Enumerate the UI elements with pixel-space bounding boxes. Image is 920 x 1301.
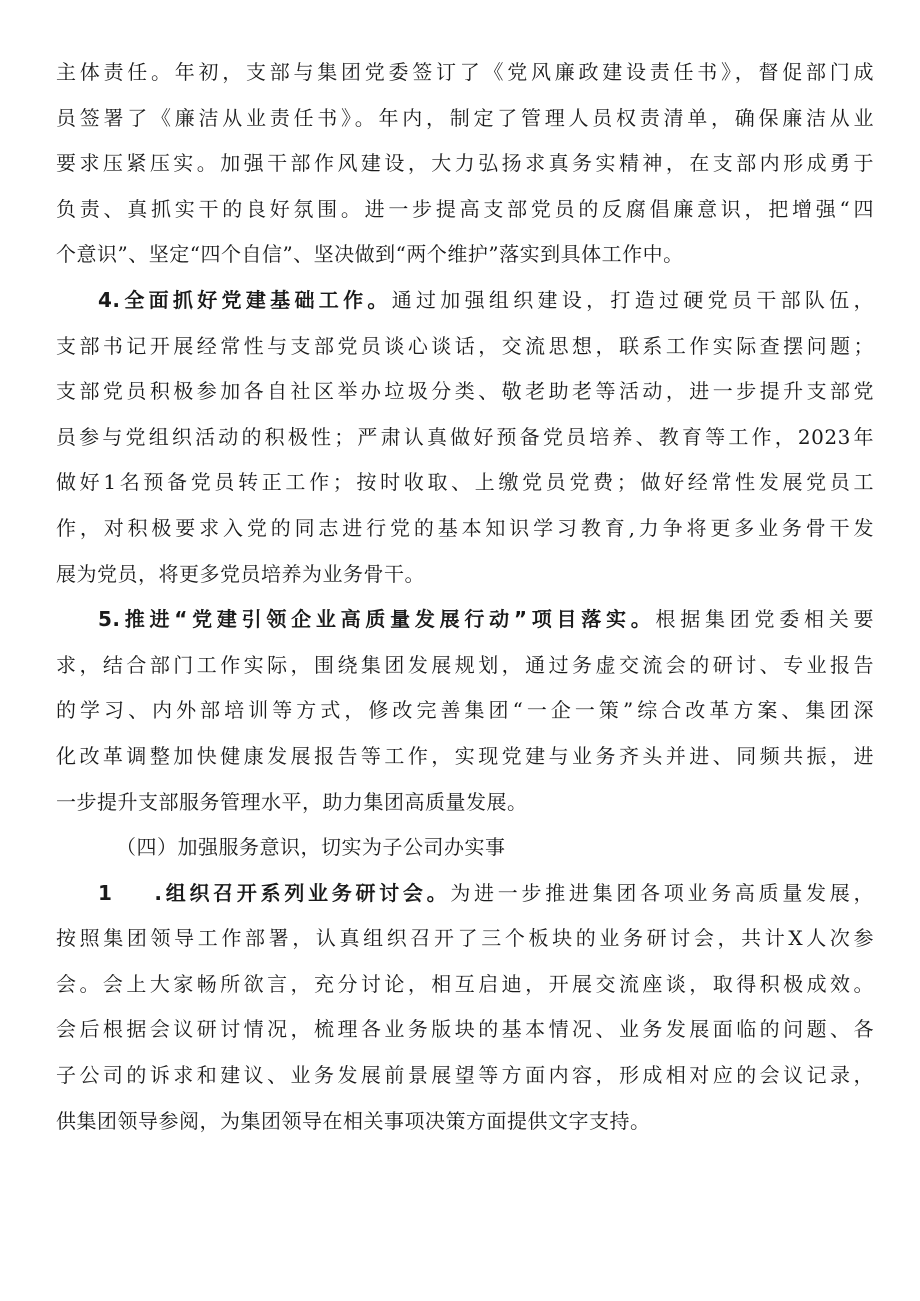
text-line: 支部书记开展经常性与支部党员谈心谈话，交流思想，联系工作实际查摆问题； <box>56 333 874 358</box>
section-heading: （四）加强服务意识，切实为子公司办实事 <box>116 835 506 860</box>
paragraph-responsibility <box>56 50 874 278</box>
text-line: 要求压紧压实。加强干部作风建设，大力弘扬求真务实精神，在支部内形成勇于 <box>56 151 874 176</box>
text-segment: 为进一步推进集团各项业务高质量发展， <box>450 880 874 905</box>
text-line: 员签署了《廉洁从业责任书》。年内，制定了管理人员权责清单，确保廉洁从业 <box>56 105 874 130</box>
item-number: 4 <box>98 287 113 312</box>
item-title: .全面抓好党建基础工作。 <box>112 287 392 312</box>
item-5-first-line <box>56 597 874 643</box>
text-line: 作，对积极要求入党的同志进行党的基本知识学习教育,力争将更多业务骨干发 <box>56 515 874 540</box>
text-segment: 根据集团党委相关要 <box>655 607 874 632</box>
section-four <box>56 825 874 871</box>
text-line: 支部党员积极参加各自社区举办垃圾分类、敬老助老等活动，进一步提升支部党 <box>56 379 874 404</box>
text-line: 的学习、内外部培训等方式，修改完善集团“一企一策”综合改革方案、集团深 <box>56 698 874 723</box>
text-line: 会后根据会议研讨情况，梳理各业务版块的基本情况、业务发展面临的问题、各 <box>56 1017 874 1042</box>
item-number: 1 <box>98 880 113 905</box>
text-line: 会。会上大家畅所欲言，充分讨论，相互启迪，开展交流座谈，取得积极成效。 <box>56 971 874 996</box>
item-number: 5 <box>98 607 113 632</box>
paragraph-item-4 <box>56 278 874 597</box>
paragraph-item-1 <box>56 871 874 1145</box>
text-line: 主体责任。年初，支部与集团党委签订了《党风廉政建设责任书》，督促部门成 <box>56 60 874 84</box>
text-line: 按照集团领导工作部署，认真组织召开了三个板块的业务研讨会，共计X人次参 <box>56 926 874 951</box>
text-line: 化改革调整加快健康发展报告等工作，实现党建与业务齐头并进、同频共振，进 <box>56 743 874 768</box>
text-line: 负责、真抓实干的良好氛围。进一步提高支部党员的反腐倡廉意识，把增强“四 <box>56 196 874 221</box>
text-line: 个意识”、坚定“四个自信”、坚决做到“两个维护”落实到具体工作中。 <box>56 242 684 267</box>
paragraph-item-5 <box>56 597 874 825</box>
item-4-first-line <box>56 278 874 324</box>
text-line: 供集团领导参阅，为集团领导在相关事项决策方面提供文字支持。 <box>56 1108 651 1133</box>
text-line: 员参与党组织活动的积极性；严肃认真做好预备党员培养、教育等工作，2023年 <box>56 424 874 449</box>
item-title: .推进“党建引领企业高质量发展行动”项目落实。 <box>112 607 656 632</box>
text-line: 求，结合部门工作实际，围绕集团发展规划，通过务虚交流会的研讨、专业报告 <box>56 652 874 677</box>
text-line: 子公司的诉求和建议、业务发展前景展望等方面内容，形成相对应的会议记录， <box>56 1063 874 1088</box>
text-segment: 通过加强组织建设，打造过硬党员干部队伍， <box>391 287 874 312</box>
text-line: 展为党员，将更多党员培养为业务骨干。 <box>56 561 425 586</box>
text-line: 做好1名预备党员转正工作；按时收取、上缴党员党费；做好经常性发展党员工 <box>56 470 874 495</box>
text-line: 一步提升支部服务管理水平，助力集团高质量发展。 <box>56 789 528 814</box>
item-title: .组织召开系列业务研讨会。 <box>154 880 451 905</box>
item-1-first-line <box>56 871 874 917</box>
